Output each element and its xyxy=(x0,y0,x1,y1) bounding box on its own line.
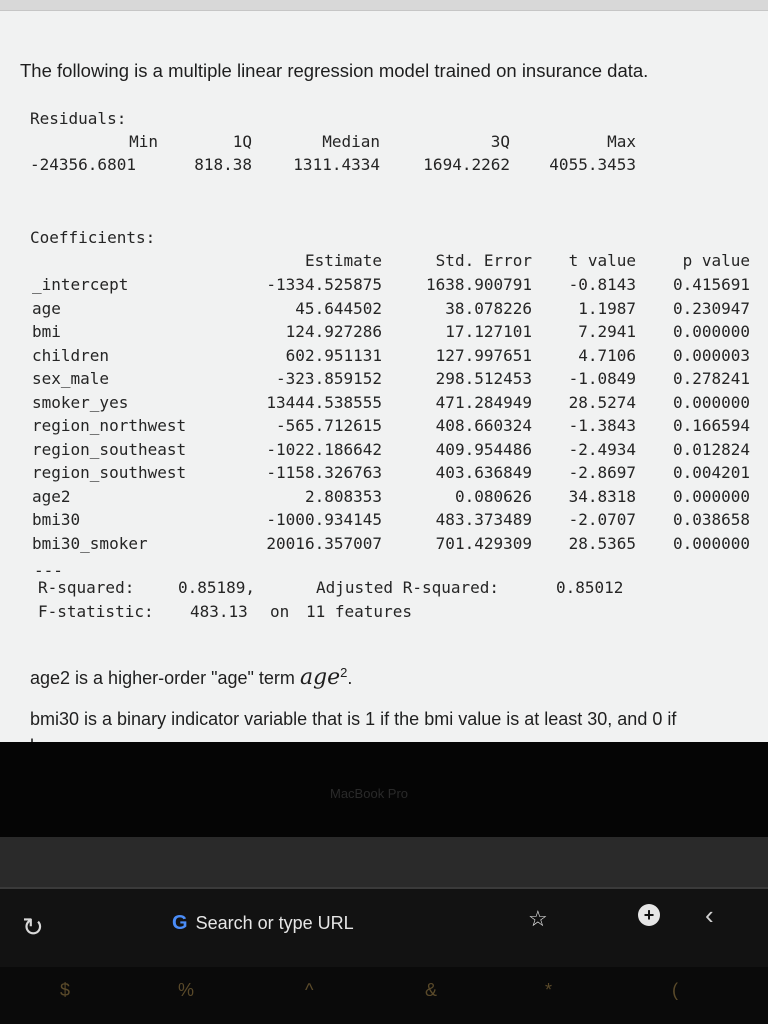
coef-p-value: 0.000000 xyxy=(672,322,750,341)
f-statistic-on: on xyxy=(270,602,290,621)
coef-estimate: -1022.186642 xyxy=(266,439,382,459)
coef-term: region_southeast xyxy=(32,439,187,459)
coef-estimate: -1334.525875 xyxy=(266,275,382,294)
coef-estimate: -1158.326763 xyxy=(266,463,382,482)
coef-std-error: 38.078226 xyxy=(445,298,532,318)
coef-p-value: 0.012824 xyxy=(672,439,750,459)
residuals-median: 1311.4334 xyxy=(293,155,380,174)
back-icon[interactable]: ‹ xyxy=(705,900,714,930)
coef-t-value: 7.2941 xyxy=(578,322,636,341)
coef-p-value: 0.000000 xyxy=(672,486,750,506)
coef-std-error: 127.997651 xyxy=(435,345,532,365)
coef-t-value: 4.7106 xyxy=(578,345,636,365)
residuals-min: -24356.6801 xyxy=(30,155,136,174)
coef-t-value: -0.8143 xyxy=(568,275,636,294)
age2-formula: age xyxy=(299,665,341,690)
age2-note xyxy=(30,665,352,690)
coef-header-t-value: t value xyxy=(568,251,636,270)
coef-std-error: 701.429309 xyxy=(435,533,532,553)
coef-term: bmi xyxy=(32,322,61,341)
coef-t-value: -1.0849 xyxy=(568,369,636,388)
coef-estimate: -1000.934145 xyxy=(266,510,382,529)
residuals-title: Residuals: xyxy=(30,109,127,128)
residuals-header-max: Max xyxy=(607,132,636,151)
coef-p-value: 0.230947 xyxy=(672,298,750,318)
coef-t-value: 34.8318 xyxy=(568,486,636,506)
coef-std-error: 1638.900791 xyxy=(426,275,532,294)
coef-p-value: 0.000000 xyxy=(672,533,750,553)
coef-term: age2 xyxy=(32,486,71,506)
coef-term: sex_male xyxy=(32,369,110,388)
coef-term: region_southwest xyxy=(32,463,187,482)
coef-estimate: 2.808353 xyxy=(304,486,382,506)
residuals-header-median: Median xyxy=(322,132,380,151)
residuals-1q: 818.38 xyxy=(194,155,252,174)
residuals-max: 4055.3453 xyxy=(549,155,636,174)
residuals-3q: 1694.2262 xyxy=(423,155,510,174)
f-statistic-label: F-statistic: xyxy=(38,602,154,621)
key-percent[interactable]: % xyxy=(178,980,195,1000)
residuals-header-min: Min xyxy=(129,132,158,151)
key-dollar[interactable]: $ xyxy=(60,980,71,1000)
coef-p-value: 0.038658 xyxy=(672,510,750,529)
coef-p-value: 0.415691 xyxy=(672,275,750,294)
coef-t-value: 1.1987 xyxy=(578,298,636,318)
key-paren[interactable]: ( xyxy=(672,980,678,1000)
coef-p-value: 0.166594 xyxy=(672,416,750,435)
coef-t-value: -2.8697 xyxy=(568,463,636,482)
coef-header-p-value: p value xyxy=(682,251,750,270)
coef-term: bmi30 xyxy=(32,510,81,529)
keyboard-row xyxy=(0,967,768,1024)
google-icon: G xyxy=(172,911,188,934)
key-caret[interactable]: ^ xyxy=(305,980,314,1000)
star-icon[interactable]: ☆ xyxy=(528,906,548,931)
coef-std-error: 483.373489 xyxy=(435,510,532,529)
r-squared-value: 0.85189, xyxy=(178,578,256,597)
coef-term: bmi30_smoker xyxy=(32,533,148,553)
laptop-logo: MacBook Pro xyxy=(330,786,409,801)
coef-term: region_northwest xyxy=(32,416,187,435)
coef-estimate: -323.859152 xyxy=(276,369,382,388)
coef-header-std-error: Std. Error xyxy=(435,251,532,270)
residuals-header-1q: 1Q xyxy=(232,132,252,151)
separator: --- xyxy=(34,561,63,580)
coef-p-value: 0.000000 xyxy=(672,392,750,412)
coef-t-value: -2.0707 xyxy=(568,510,636,529)
age2-note-tail: . xyxy=(347,668,353,688)
f-statistic-features: 11 features xyxy=(306,602,412,621)
coef-estimate: 45.644502 xyxy=(295,298,382,318)
adj-r-squared-value: 0.85012 xyxy=(556,578,624,597)
laptop-body xyxy=(0,837,768,887)
f-statistic-value: 483.13 xyxy=(190,602,248,621)
search-field[interactable] xyxy=(172,907,502,939)
coef-std-error: 0.080626 xyxy=(454,486,532,506)
adj-r-squared-label: Adjusted R-squared: xyxy=(316,578,500,597)
coef-t-value: 28.5274 xyxy=(568,392,636,412)
coef-term: _intercept xyxy=(32,275,129,294)
key-asterisk[interactable]: * xyxy=(545,980,553,1000)
coef-std-error: 298.512453 xyxy=(435,369,532,388)
coef-p-value: 0.004201 xyxy=(672,463,750,482)
intro-text: The following is a multiple linear regression model trained on insurance data. xyxy=(20,60,649,81)
coef-std-error: 408.660324 xyxy=(435,416,532,435)
coef-estimate: 13444.538555 xyxy=(266,392,382,412)
coef-estimate: 124.927286 xyxy=(285,322,382,341)
coef-p-value: 0.278241 xyxy=(672,369,750,388)
coef-term: age xyxy=(32,298,61,318)
age2-exponent: 2 xyxy=(340,665,348,680)
coef-header-estimate: Estimate xyxy=(304,251,382,270)
coef-estimate: -565.712615 xyxy=(276,416,382,435)
key-ampersand[interactable]: & xyxy=(425,980,438,1000)
residuals-header-3q: 3Q xyxy=(490,132,510,151)
coef-std-error: 471.284949 xyxy=(435,392,532,412)
search-placeholder: Search or type URL xyxy=(195,912,354,933)
coef-t-value: 28.5365 xyxy=(568,533,636,553)
age2-note-text: age2 is a higher-order "age" term xyxy=(30,668,295,688)
coef-term: smoker_yes xyxy=(32,392,129,412)
coef-std-error: 403.636849 xyxy=(435,463,532,482)
coef-estimate: 602.951131 xyxy=(285,345,382,365)
bmi30-note: bmi30 is a binary indicator variable that is 1 if the bmi value is at least 30, and 0 if xyxy=(30,709,677,729)
plus-icon[interactable]: + xyxy=(638,904,660,926)
r-squared-label: R-squared: xyxy=(38,578,135,597)
top-strip xyxy=(0,0,768,11)
coefficients-title: Coefficients: xyxy=(30,228,156,247)
coef-estimate: 20016.357007 xyxy=(266,533,382,553)
coef-t-value: -2.4934 xyxy=(568,439,636,459)
coef-p-value: 0.000003 xyxy=(672,345,750,365)
coef-std-error: 17.127101 xyxy=(445,322,532,341)
coef-term: children xyxy=(32,345,110,365)
coef-t-value: -1.3843 xyxy=(568,416,636,435)
reload-icon[interactable]: ↻ xyxy=(22,912,44,942)
coef-std-error: 409.954486 xyxy=(435,439,532,459)
